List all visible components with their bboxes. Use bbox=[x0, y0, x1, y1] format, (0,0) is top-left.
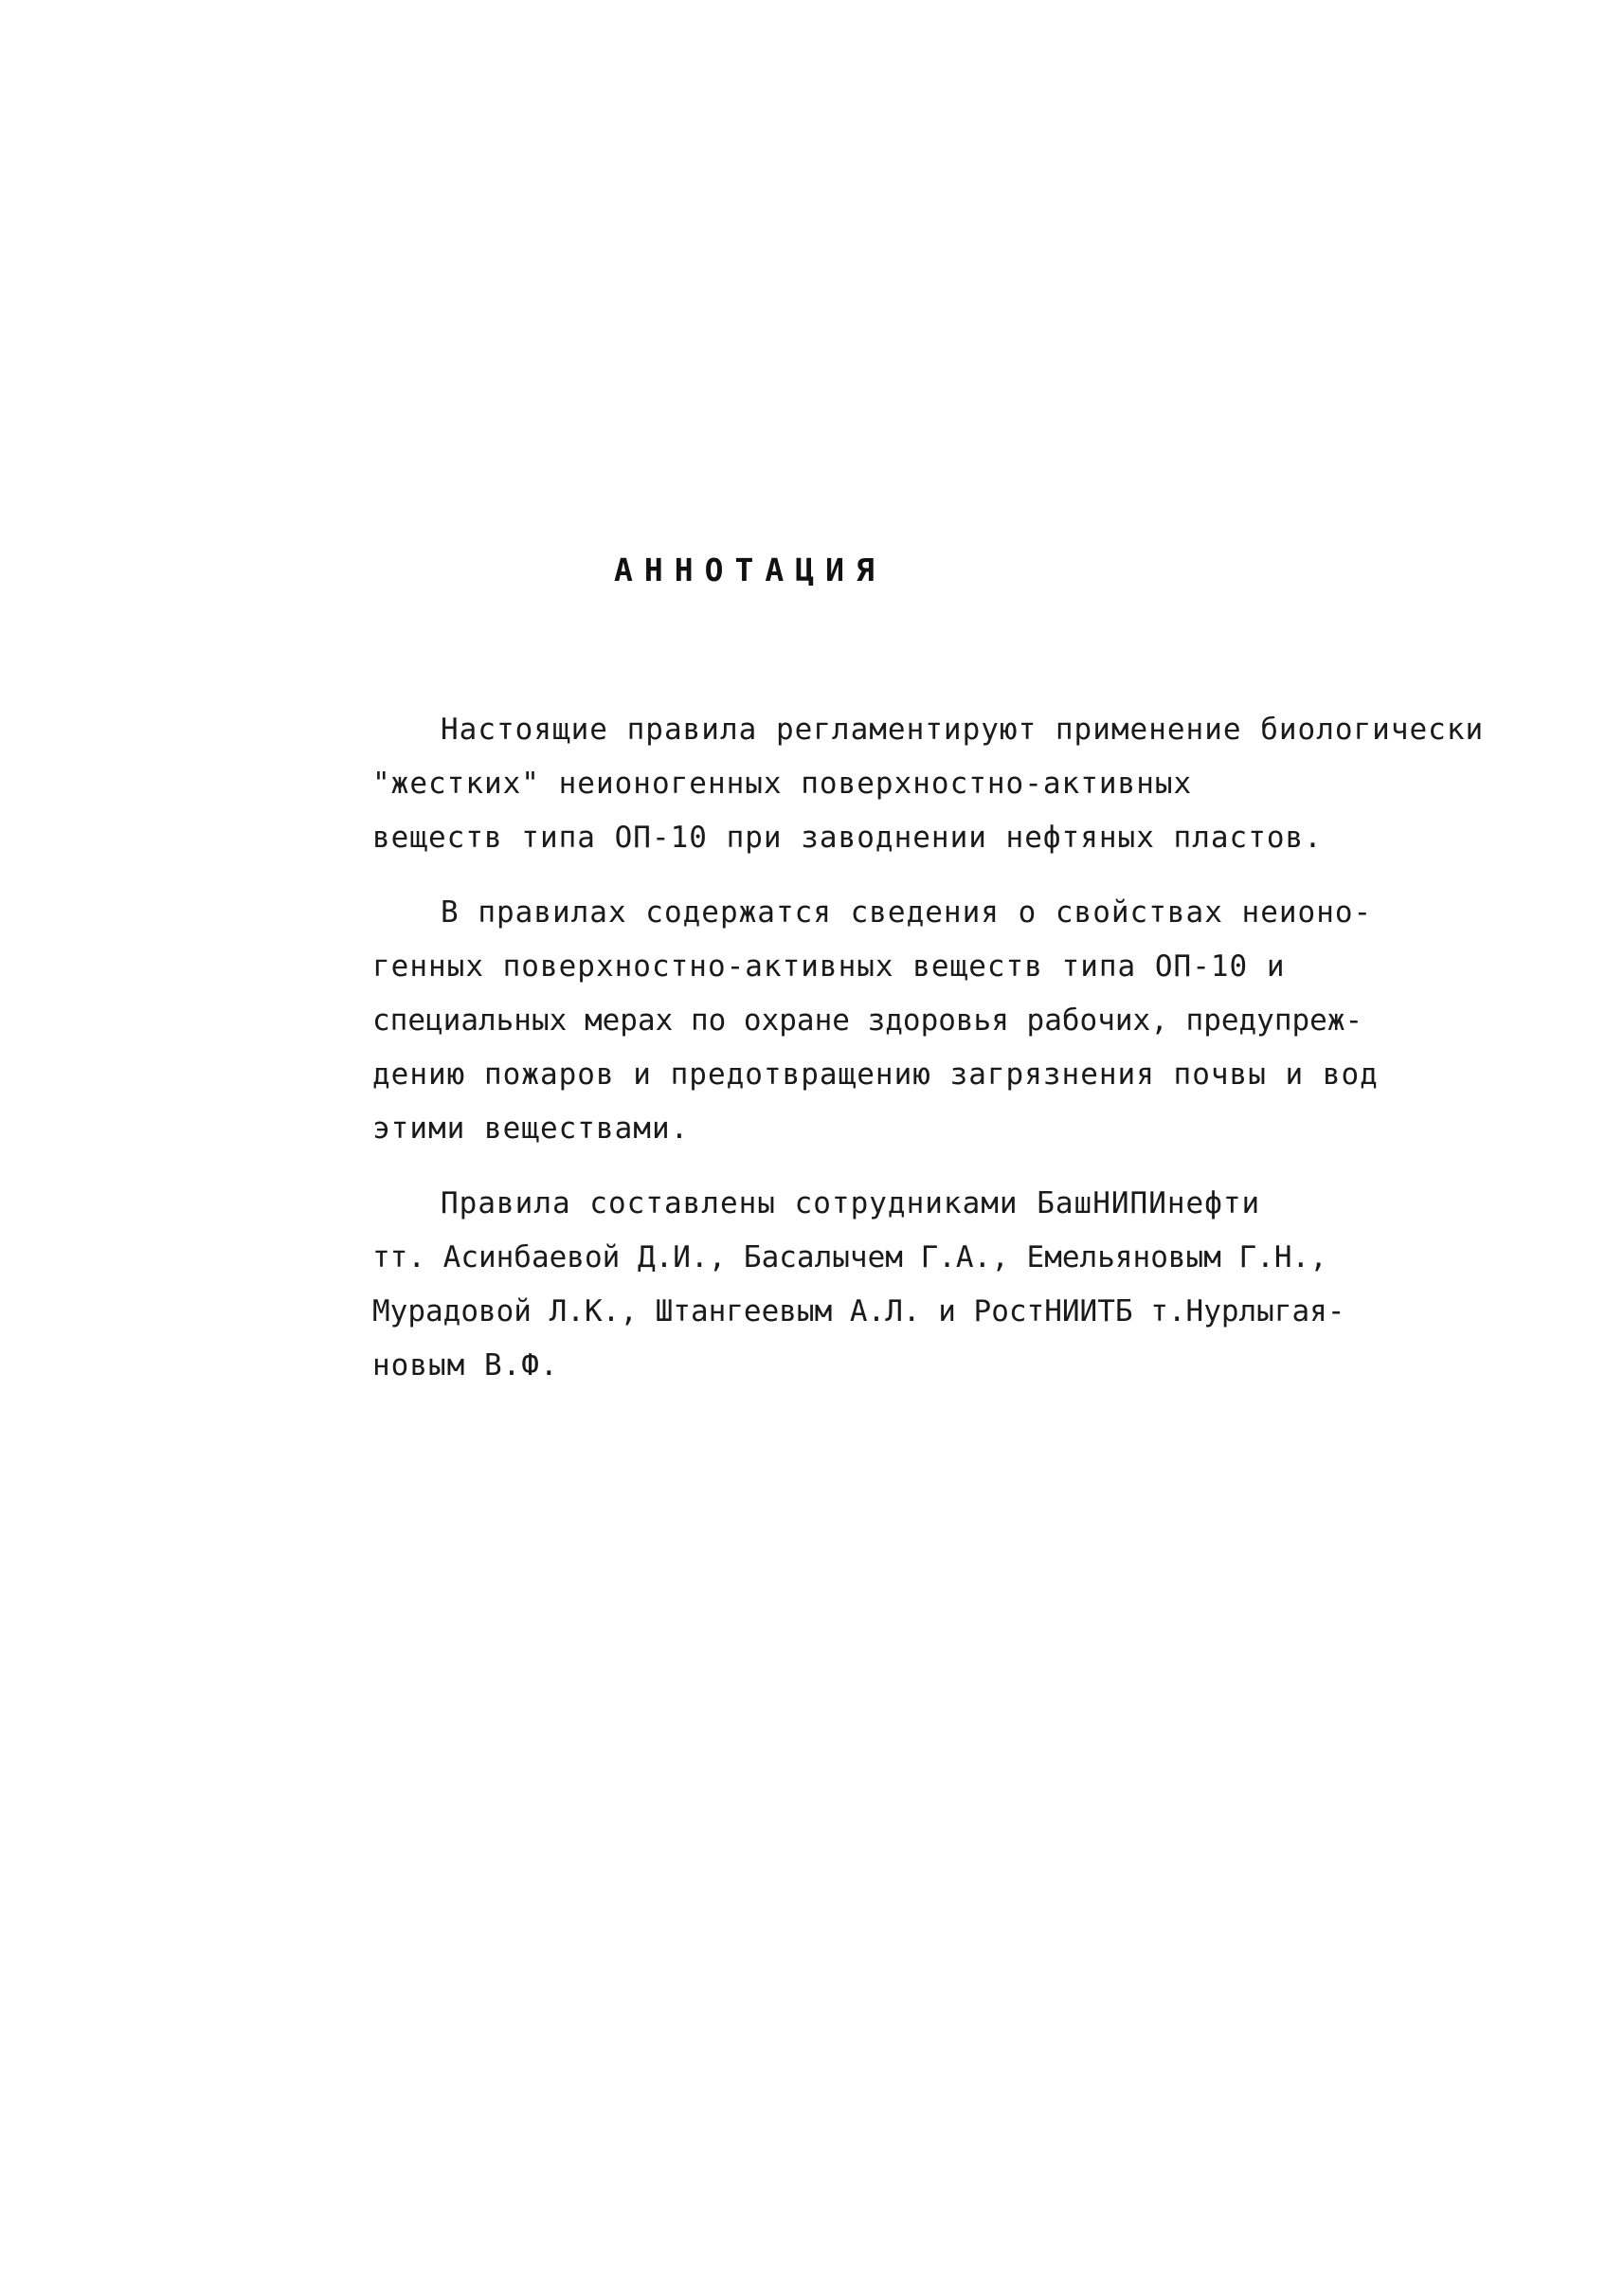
text-line: В правилах содержатся сведения о свойствах неионо- bbox=[441, 895, 1373, 930]
paragraph-3 bbox=[372, 1177, 1405, 1393]
text-line: дению пожаров и предотвращению загрязнения почвы и вод bbox=[372, 1057, 1379, 1092]
text-line: специальных мерах по охране здоровья рабочих, предупреж- bbox=[372, 1003, 1363, 1038]
text-line: этими веществами. bbox=[372, 1111, 690, 1146]
page-title: АННОТАЦИЯ bbox=[614, 551, 886, 588]
text-line: Правила составлены сотрудниками БашНИПИнефти bbox=[441, 1186, 1261, 1220]
paragraph-1 bbox=[372, 703, 1485, 865]
text-line: "жестких" неионогенных поверхностно-активных bbox=[372, 767, 1193, 801]
text-line: веществ типа ОП-10 при заводнении нефтяных пластов. bbox=[372, 821, 1323, 855]
annotation-body bbox=[372, 703, 1485, 1414]
paragraph-2 bbox=[372, 886, 1405, 1156]
text-line: генных поверхностно-активных веществ типа ОП-10 и bbox=[372, 949, 1286, 984]
text-line: тт. Асинбаевой Д.И., Басалычем Г.А., Емельяновым Г.Н., bbox=[372, 1240, 1327, 1274]
text-line: Настоящие правила регламентируют применение биологически bbox=[441, 713, 1485, 747]
text-line: новым В.Ф. bbox=[372, 1348, 559, 1382]
text-line: Мурадовой Л.К., Штангеевым А.Л. и РостНИИТБ т.Нурлыгая- bbox=[372, 1294, 1345, 1328]
